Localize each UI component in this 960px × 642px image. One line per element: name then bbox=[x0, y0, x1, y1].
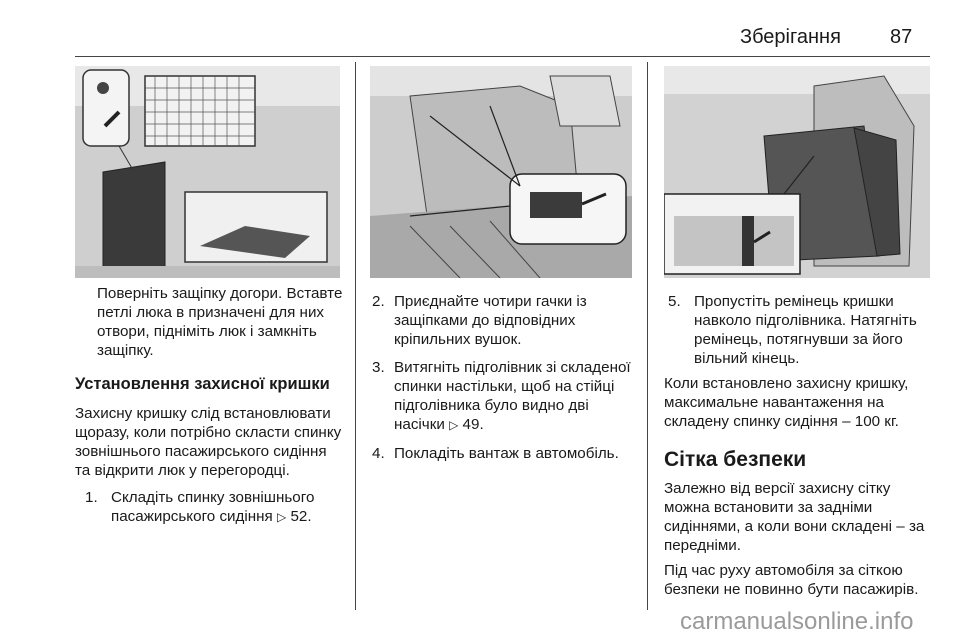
step-4-text: Покладіть вантаж в автомобіль. bbox=[394, 445, 619, 462]
column-1 bbox=[75, 284, 345, 527]
step-3-number: 3. bbox=[372, 359, 385, 376]
column-3 bbox=[664, 292, 934, 599]
net-paragraph-1: Залежно від версії захисну сітку можна встановити за задніми сидіннями, а коли вони складені – за передніми. bbox=[664, 480, 925, 554]
page-number: 87 bbox=[890, 26, 913, 48]
figure-seat-hooks bbox=[370, 66, 632, 278]
figure-cargo-partition bbox=[75, 66, 340, 278]
step-2-number: 2. bbox=[372, 293, 385, 310]
section-heading-net: Сітка безпеки bbox=[664, 448, 807, 471]
step-4-number: 4. bbox=[372, 445, 385, 462]
step-2 bbox=[372, 292, 634, 349]
step-4 bbox=[372, 444, 634, 463]
step-5-text: Пропустіть ремінець кришки навколо підголівника. Натягніть ремінець, потягнувши за його вільний кінець. bbox=[694, 293, 917, 367]
page-header-title: Зберігання bbox=[740, 26, 841, 48]
ref-arrow-icon: ▷ bbox=[277, 510, 287, 524]
step-5 bbox=[668, 292, 934, 368]
step-1-page-ref: 52. bbox=[290, 508, 312, 525]
header-rule bbox=[75, 56, 930, 57]
step-3-page-ref: 49. bbox=[462, 416, 484, 433]
step-1-number: 1. bbox=[85, 489, 98, 506]
load-limit-paragraph: Коли встановлено захисну кришку, максимальне навантаження на складену спинку сидіння – 100 кг. bbox=[664, 375, 909, 430]
column-divider-1 bbox=[355, 62, 356, 610]
step-continuation: Поверніть защіпку догори. Вставте петлі люка в призначені для них отвори, підніміть люк і замкніть защіпку. bbox=[97, 285, 343, 359]
section-heading-cover: Установлення захисної кришки bbox=[75, 375, 330, 393]
cover-paragraph: Захисну кришку слід встановлювати щоразу, коли потрібно скласти спинку зовнішнього пасажирського сидіння та відкрити люк у перегородці. bbox=[75, 405, 342, 479]
ref-arrow-icon: ▷ bbox=[449, 418, 459, 432]
step-3 bbox=[372, 358, 634, 435]
step-5-number: 5. bbox=[668, 293, 681, 310]
figure-headrest-strap bbox=[664, 66, 930, 278]
step-3-text: Витягніть підголівник зі складеної спинки настільки, щоб на стійці підголівника було видно дві насічки bbox=[394, 359, 631, 433]
column-divider-2 bbox=[647, 62, 648, 610]
column-2 bbox=[372, 292, 634, 463]
net-paragraph-2: Під час руху автомобіля за сіткою безпеки не повинно бути пасажирів. bbox=[664, 562, 919, 598]
step-1-text: Складіть спинку зовнішнього пасажирського сидіння bbox=[111, 489, 315, 525]
step-2-text: Приєднайте чотири гачки із защіпками до відповідних кріпильних вушок. bbox=[394, 293, 587, 348]
step-1 bbox=[85, 488, 345, 527]
watermark: carmanualsonline.info bbox=[680, 608, 914, 635]
